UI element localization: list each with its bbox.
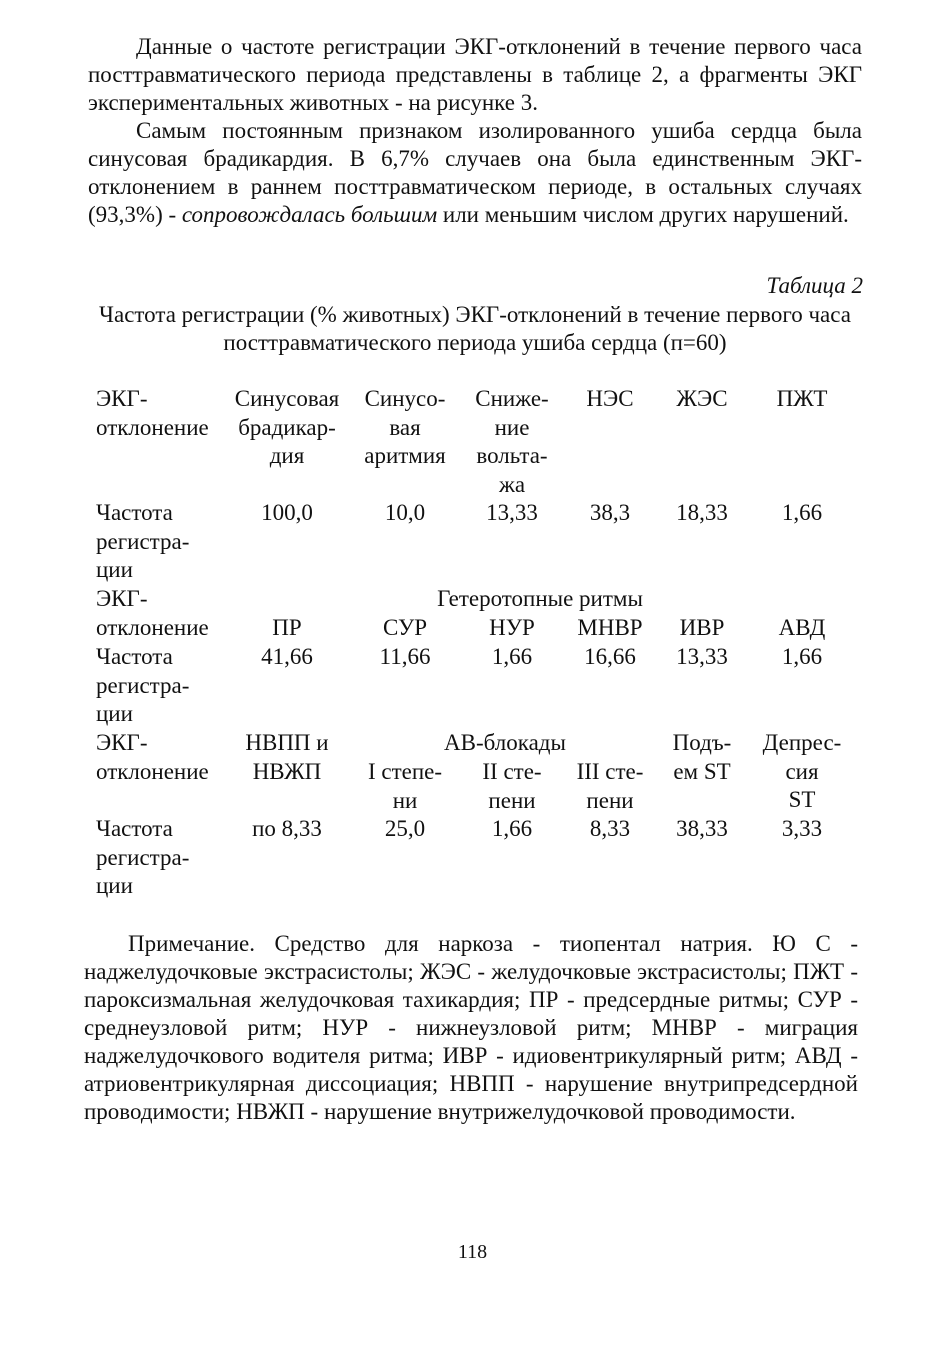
value-nur: 1,66 <box>491 644 533 669</box>
value-av-block-1: 25,0 <box>384 816 426 841</box>
value-sinus-bradycardia: 100,0 <box>261 500 313 525</box>
table-label: Таблица 2 <box>766 273 863 298</box>
value-av-block-3: 8,33 <box>589 816 631 841</box>
row-label-frequency: Частота регистра- ции <box>96 500 190 583</box>
value-pzht: 1,66 <box>781 500 823 525</box>
header-pr: ПР <box>272 615 302 640</box>
group-header-av-blocks: АВ-блокады <box>444 730 566 755</box>
header-voltage-decrease: Сниже- ние вольта- жа <box>475 386 549 497</box>
value-st-elevation: 38,33 <box>676 816 728 841</box>
value-zhes: 18,33 <box>676 500 728 525</box>
row-label-deviation: ЭКГ- отклонение <box>96 730 209 784</box>
value-pr: 41,66 <box>261 644 313 669</box>
value-sinus-arrhythmia: 10,0 <box>384 500 426 525</box>
header-avd: АВД <box>778 615 826 640</box>
table-note: Примечание. Средство для наркоза - тиопентал натрия. Ю С - наджелудочковые экстрасистолы; ЖЭС - желудочковые экстрасистолы; ПЖТ - пароксизмальная желудочковая тахикардия; ПР - предсердные ритмы; СУР - среднеузловой ритм; НУР - нижнеузловой ритм; МНВР - миграция наджелудочкового водителя ритма; ИВР - идиовентрикулярный ритм; АВД - атриовентрикулярная диссоциация; НВПП - нарушение внутрипредсердной проводимости; НВЖП - нарушение внутрижелудочковой проводимости. <box>84 931 858 1124</box>
value-avd: 1,66 <box>781 644 823 669</box>
row-label-frequency: Частота регистра- ции <box>96 816 190 899</box>
value-nes: 38,3 <box>589 500 631 525</box>
value-mnvr: 16,66 <box>584 644 636 669</box>
value-voltage-decrease: 13,33 <box>486 500 538 525</box>
row-label-deviation: ЭКГ- отклонение <box>96 586 209 640</box>
group-header-heterotopic-rhythms: Гетеротопные ритмы <box>437 586 643 611</box>
header-av-block-3: III сте- пени <box>576 759 644 813</box>
page-number: 118 <box>457 1241 488 1263</box>
header-av-block-1: I степе- ни <box>367 759 443 813</box>
value-nvpp-nvzhp: по 8,33 <box>252 816 322 841</box>
bradycardia-paragraph-text: Самым постоянным признаком изолированного ушиба сердца была синусовая брадикардия. В 6,7% случаев она была единственным ЭКГ-отклонением в раннем посттравматическом периоде, в остальных случаях (93,3%) - <box>88 118 862 227</box>
bradycardia-paragraph-end: или меньшим числом других нарушений. <box>437 202 849 227</box>
header-mnvr: МНВР <box>577 615 643 640</box>
header-sinus-arrhythmia: Синусо- вая аритмия <box>364 386 446 469</box>
bradycardia-paragraph <box>88 117 862 229</box>
table-title: Частота регистрации (% животных) ЭКГ-отклонений в течение первого часа посттравматического периода ушиба сердца (п=60) <box>99 302 851 355</box>
header-ivr: ИВР <box>679 615 725 640</box>
header-sinus-bradycardia: Синусовая брадикар- дия <box>234 386 340 469</box>
header-st-elevation: Подъ- ем ST <box>672 730 732 784</box>
italic-phrase: сопровождалась большим <box>181 202 438 227</box>
row-label-deviation: ЭКГ- отклонение <box>96 386 209 440</box>
header-nvpp-nvzhp: НВПП и НВЖП <box>245 730 329 784</box>
header-zhes: ЖЭС <box>676 386 728 411</box>
header-pzht: ПЖТ <box>776 386 828 411</box>
header-sur: СУР <box>382 615 428 640</box>
header-nes: НЭС <box>586 386 634 411</box>
value-sur: 11,66 <box>379 644 431 669</box>
row-label-frequency: Частота регистра- ции <box>96 644 190 727</box>
header-av-block-2: II сте- пени <box>482 759 542 813</box>
intro-paragraph: Данные о частоте регистрации ЭКГ-отклонений в течение первого часа посттравматического периода представлены в таблице 2, а фрагменты ЭКГ экспериментальных животных - на рисунке 3. <box>88 34 862 115</box>
value-st-depression: 3,33 <box>781 816 823 841</box>
value-ivr: 13,33 <box>676 644 728 669</box>
header-nur: НУР <box>489 615 535 640</box>
value-av-block-2: 1,66 <box>491 816 533 841</box>
header-st-depression: Депрес- сия ST <box>762 730 842 813</box>
